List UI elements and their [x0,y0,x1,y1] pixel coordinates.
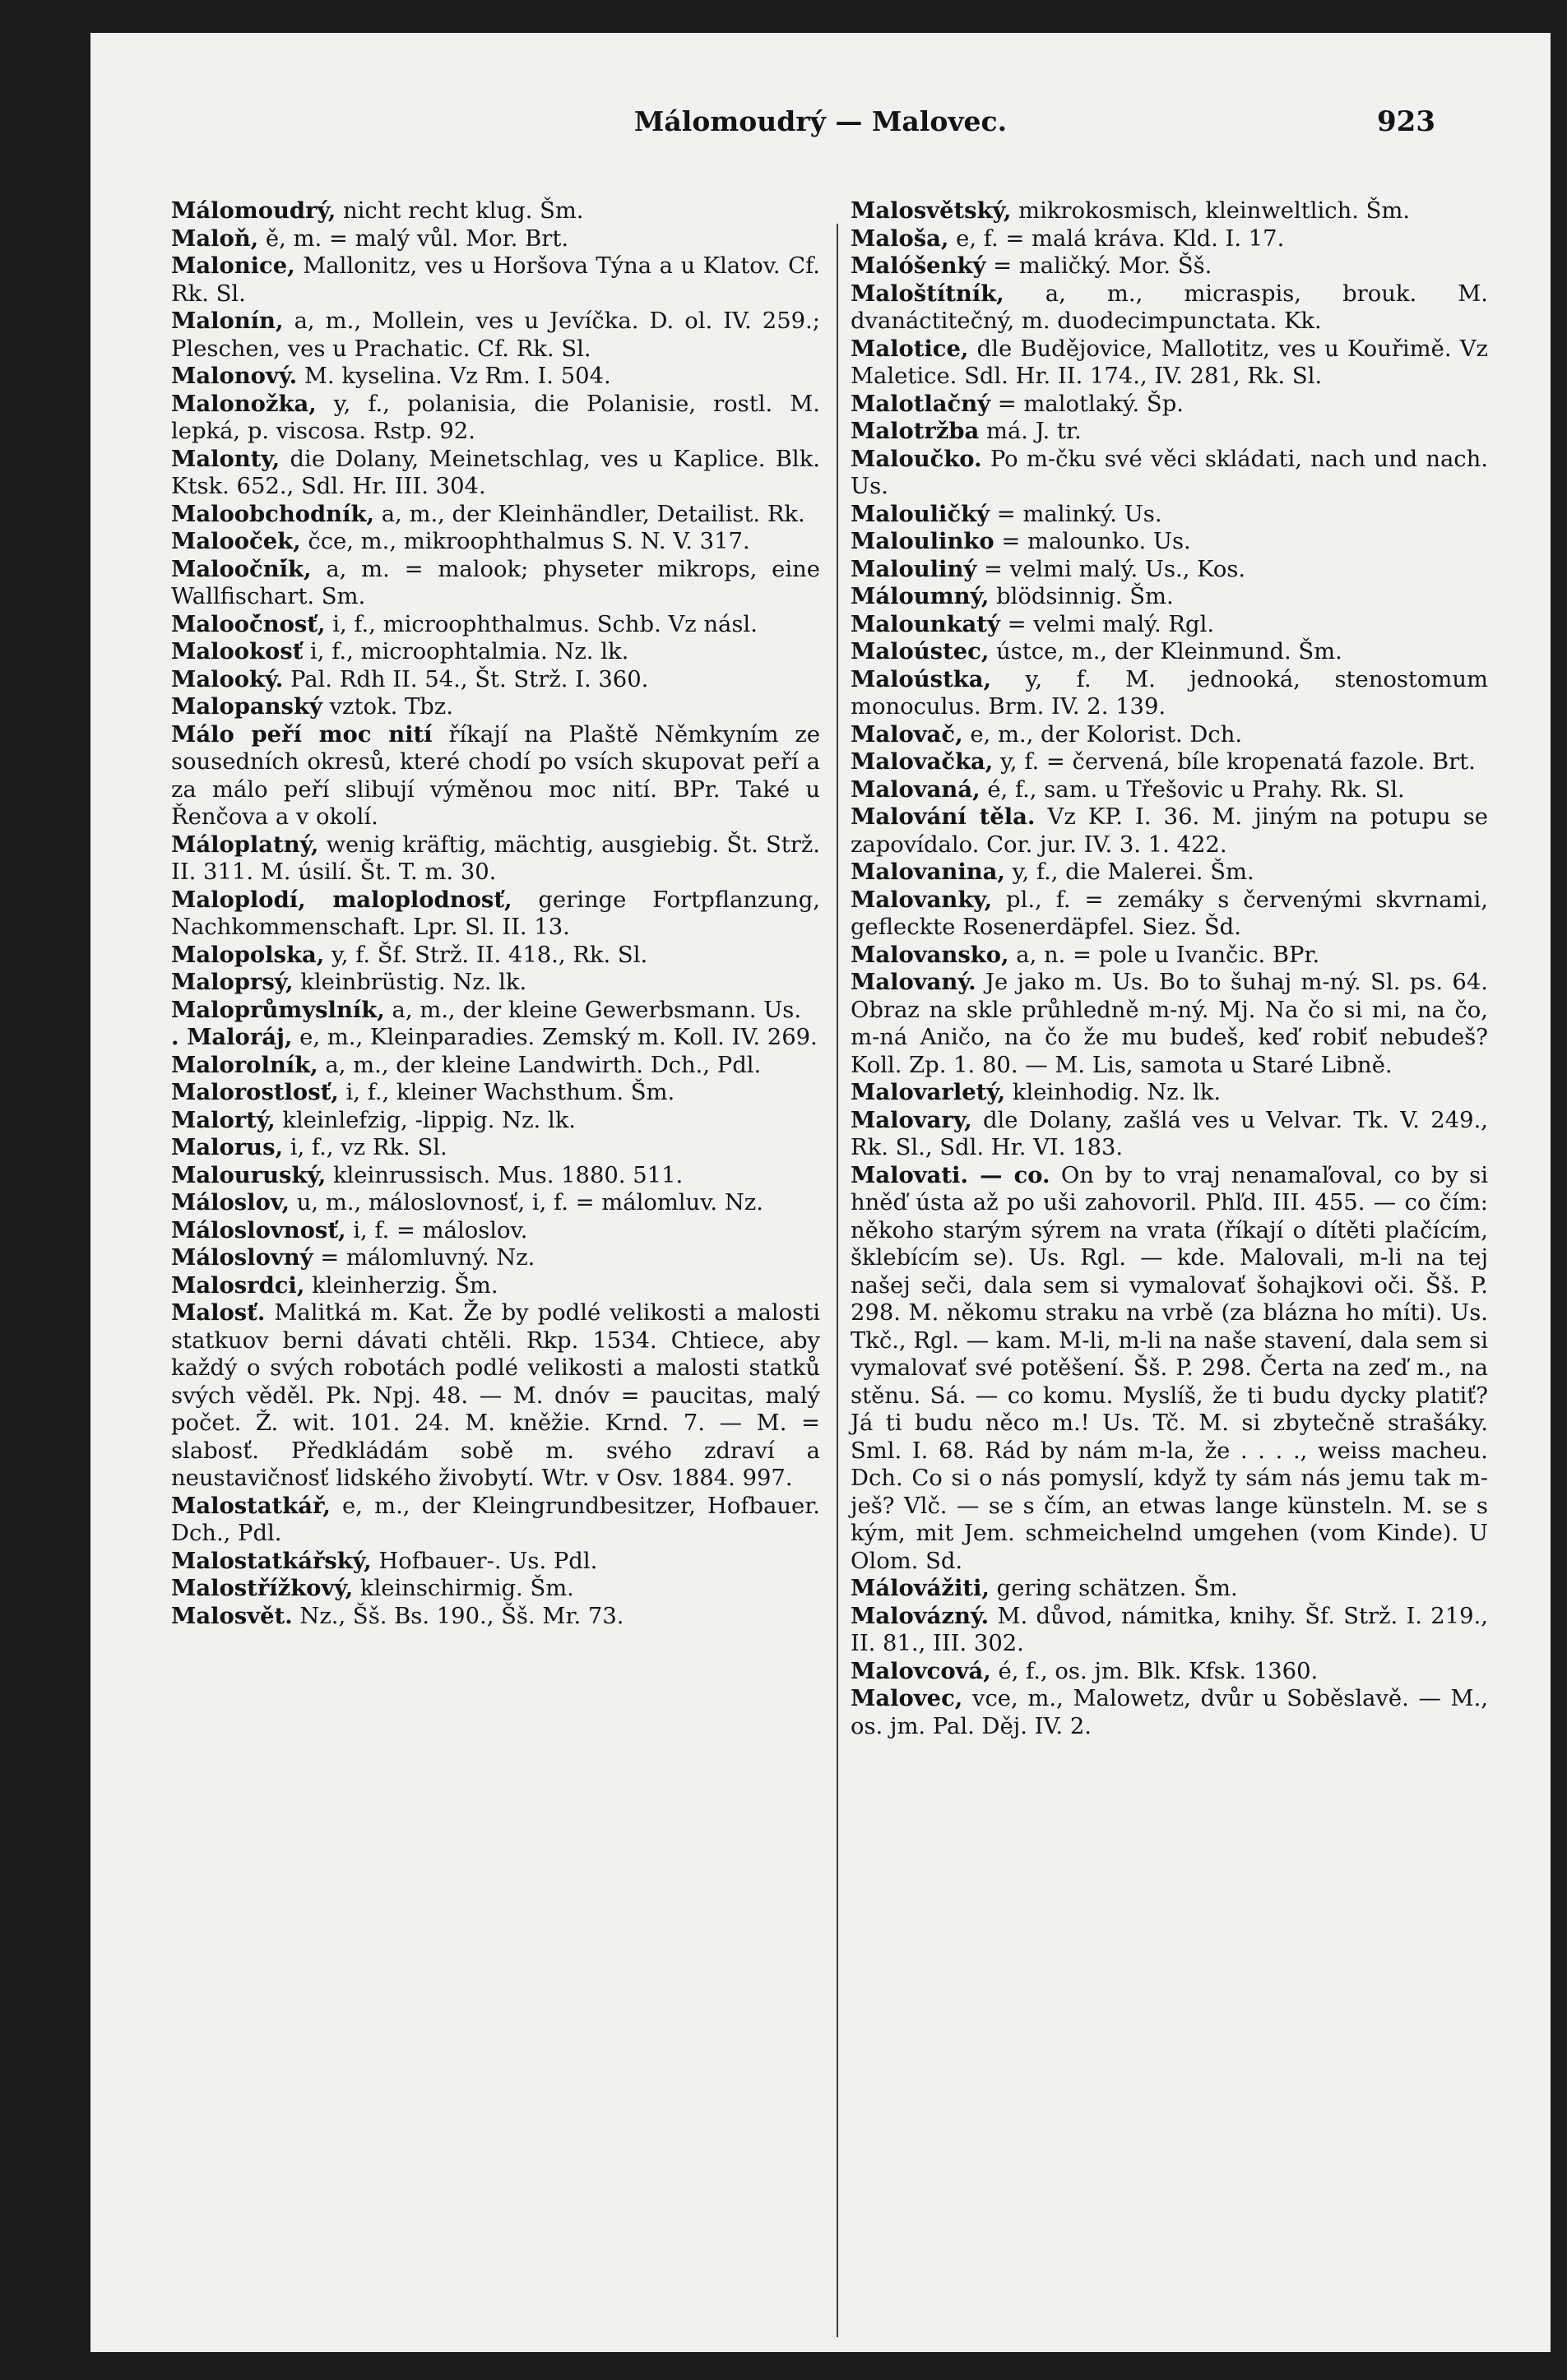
entry-headword: Malorus, [171,1134,284,1160]
entry-definition: kleinrussisch. Mus. 1880. 511. [326,1162,684,1188]
entry-definition: i, f., vz Rk. Sl. [283,1135,447,1160]
running-title: Málomoudrý — Malovec. [633,105,1008,137]
dictionary-entry [851,1575,1488,1603]
entry-headword: Malonín, [171,308,284,334]
entry-headword: Malonový. [171,363,298,389]
dictionary-entry [851,1685,1488,1740]
dictionary-entry [851,418,1488,446]
entry-headword: Maloobchodník, [171,500,375,527]
entry-definition: i, f. = máloslov. [345,1217,528,1243]
dictionary-entry [851,583,1488,611]
dictionary-entry [171,942,820,970]
dictionary-entry [171,391,820,446]
entry-headword: Malovary, [851,1106,972,1133]
entry-definition: = malotlaký. Šp. [990,391,1184,417]
entry-headword: Malorostlosť, [171,1079,339,1105]
entry-definition: On by to vraj nenamaľoval, co by si hněď ústa až po uši zahovoril. Phľd. III. 455. — co čím: někoho starým sýrem na vrata (říkají o dítěti plačícím, šklebícím se). Us. Rgl. — kde. Malovali, m-li na tej našej seči, dala sem si vymalovať šohajkovi oči. Šš. P. 298. M. někomu straku na vrbě (za blázna ho míti). Us. Tkč., Rgl. — kam. M-li, m-li na naše stavení, dala sem si vymalovať své potěšení. Šš. P. 298. Čerta na zeď m., na stěnu. Sá. — co komu. Myslíš, že ti budu dycky platiť? Já ti budu něco m.! Us. Tč. M. si zbytečně strašáky. Sml. I. 68. Rád by nám m-la, že . . . ., weiss macheu. Dch. Co si o nás pomyslí, když ty sám nás jemu tak m-ješ? Vlč. — se s čím, an etwas lange künsteln. M. se s kým, mit Jem. schmeichelnd umgehen (vom Kinde). U Olom. Sd. [851,1162,1488,1574]
entry-headword: Malosvětský, [851,197,1012,224]
entry-definition: vztok. Tbz. [322,694,453,720]
entry-definition: Nz., Šš. Bs. 190., Šš. Mr. 73. [292,1603,624,1629]
entry-definition: = málomluvný. Nz. [313,1245,535,1271]
dictionary-entry [851,969,1488,1079]
entry-definition: a, m., Mollein, ves u Jevíčka. D. ol. IV. 259.; Pleschen, ves u Prachatic. Cf. Rk. Sl. [171,308,820,362]
dictionary-entry [851,721,1488,749]
entry-headword: Malovanina, [851,859,1005,885]
entry-definition: ústce, m., der Kleinmund. Šm. [989,639,1342,664]
entry-headword: Maloštítník, [851,280,1004,307]
entry-definition: die Dolany, Meinetschlag, ves u Kaplice. Blk. Ktsk. 652., Sdl. Hr. III. 304. [171,446,820,499]
dictionary-entry [171,446,820,501]
dictionary-entry [171,1162,820,1190]
dictionary-entry [171,501,820,529]
dictionary-entry [851,252,1488,280]
entry-headword: Malovarletý, [851,1079,1006,1105]
page-number: 923 [1377,105,1435,138]
dictionary-entry [171,1217,820,1245]
entry-definition: Pal. Rdh II. 54., Št. Strž. I. 360. [283,666,649,692]
dictionary-entry [851,391,1488,419]
entry-definition: u, m., máloslovnosť, i, f. = málomluv. Nz. [290,1190,763,1215]
entry-headword: Malouličký [851,500,990,527]
entry-definition: kleinschirmig. Šm. [353,1576,574,1601]
dictionary-entry [171,1244,820,1272]
entry-headword: Máloplatný, [171,831,319,858]
entry-headword: Máloslov, [171,1189,290,1215]
entry-headword: Malovec, [851,1685,963,1711]
dictionary-entry [851,942,1488,970]
entry-headword: Maloplodí, maloplodnosť, [171,886,512,913]
entry-headword: Malopolska, [171,941,325,968]
dictionary-entry [171,1299,820,1493]
dictionary-entry [851,556,1488,584]
dictionary-entry [171,1575,820,1603]
entry-definition: y, f. Šf. Strž. II. 418., Rk. Sl. [324,942,648,968]
entry-definition: a, m., der Kleinhändler, Detailist. Rk. [374,501,805,527]
entry-definition: dle Budějovice, Mallotitz, ves u Kouřimě. Vz Maletice. Sdl. Hr. II. 174., IV. 281, Rk. Sl. [851,336,1488,389]
dictionary-entry [171,252,820,308]
dictionary-entry [171,693,820,721]
entry-definition: kleinhodig. Nz. lk. [1005,1080,1222,1105]
entry-headword: Malooční̇k, [171,555,312,582]
entry-headword: Malortý, [171,1106,276,1133]
dictionary-entry [171,363,820,391]
entry-headword: Málomoudrý, [171,197,336,224]
entry-definition: kleinbrüstig. Nz. lk. [293,970,527,995]
entry-definition: y, f. = červená, bíle kropenatá fazole. Brt. [993,749,1476,775]
entry-definition: má. J. tr. [979,419,1082,444]
entry-definition: e, m., Kleinparadies. Zemský m. Koll. IV. 269. [292,1025,818,1050]
dictionary-entry [171,225,820,253]
dictionary-entry [171,308,820,363]
dictionary-entry [851,197,1488,225]
entry-headword: Malotržba [851,418,980,444]
entry-headword: Malounkatý [851,610,1000,637]
entry-definition: é, f., sam. u Třešovic u Prahy. Rk. Sl. [980,776,1405,803]
entry-definition: Vz KP. I. 36. M. jiným na potupu se zapovídalo. Cor. jur. IV. 3. 1. 422. [851,804,1488,858]
entry-definition: i, f., microophtalmia. Nz. lk. [303,639,629,664]
entry-definition: čce, m., mikroophthalmus S. N. V. 317. [300,529,750,554]
entry-headword: Malovati. — co. [851,1161,1050,1188]
dictionary-entry [171,1024,820,1052]
entry-headword: Malotice, [851,335,969,362]
dictionary-entry [171,1189,820,1217]
entry-definition: y, f. M. jednooká, stenostomum monoculus. Brm. IV. 2. 139. [851,666,1488,720]
entry-headword: Malotlačný [851,390,991,417]
entry-definition: wenig kräftig, mächtig, ausgiebig. Št. Strž. II. 311. M. úsilí. Št. T. m. 30. [171,831,820,885]
entry-headword: Maloučko. [851,445,982,472]
entry-headword: Malouliný [851,555,977,582]
entry-headword: Maloša, [851,225,949,252]
dictionary-entry [171,1603,820,1631]
entry-definition: = velmi malý. Rgl. [999,611,1215,637]
entry-definition: a, m. = malook; physeter mikrops, eine Wallfischart. Sm. [171,556,820,609]
page-header [90,105,1551,155]
entry-headword: Malovcová, [851,1657,991,1684]
dictionary-entry [851,1107,1488,1162]
entry-headword: Malooček, [171,528,301,554]
dictionary-entry [851,748,1488,776]
entry-definition: a, n. = pole u Ivančic. BPr. [1008,942,1320,968]
dictionary-entry [851,1162,1488,1576]
column-divider [837,224,838,2337]
entry-definition: Je jako m. Us. Bo to šuhaj m-ný. Sl. ps. 64. Obraz na skle průhledně m-ný. Mj. Na čo si mi, na čo, m-ná Aničo, na čo že mu budeš, keď robiť nebudeš? Koll. Zp. 1. 80. — M. Lis, samota u Staré Libně. [851,970,1488,1078]
entry-headword: Malovázný. [851,1602,990,1629]
entry-definition: kleinlefzig, -lippig. Nz. lk. [275,1107,577,1133]
dictionary-entry [851,528,1488,556]
entry-definition: Hofbauer-. Us. Pdl. [371,1548,598,1574]
entry-definition: Mallonitz, ves u Horšova Týna a u Klatov. Cf. Rk. Sl. [171,253,820,307]
dictionary-entry [171,556,820,611]
entry-headword: Maloprsý, [171,969,294,995]
entry-definition: ě, m. = malý vůl. Mor. Brt. [258,225,569,252]
entry-definition: a, m., der kleine Landwirth. Dch., Pdl. [318,1052,762,1078]
dictionary-entry [851,666,1488,721]
dictionary-entry [851,859,1488,887]
dictionary-entry [851,1603,1488,1658]
entry-definition: geringe Fortpflanzung, Nachkommenschaft. Lpr. Sl. II. 13. [171,887,820,940]
entry-definition: y, f., die Malerei. Šm. [1004,859,1254,885]
entry-headword: Málovážiti, [851,1575,990,1601]
entry-headword: Maloň, [171,225,259,252]
left-column [171,197,820,1630]
entry-definition: vce, m., Malowetz, dvůr u Soběslavě. — M., os. jm. Pal. Děj. IV. 2. [851,1686,1488,1739]
dictionary-entry [171,528,820,556]
entry-definition: pl., f. = zemáky s červenými skvrnami, gefleckte Rosenerdäpfel. Siez. Šd. [851,887,1488,940]
dictionary-entry [851,280,1488,336]
entry-headword: Máloslovný [171,1244,313,1271]
entry-headword: . Maloráj, [171,1024,293,1050]
dictionary-entry [851,887,1488,942]
entry-headword: Malovanky, [851,886,993,913]
entry-headword: Malóšenký [851,252,986,279]
entry-headword: Malostatkář, [171,1492,331,1519]
entry-headword: Malosrdci, [171,1271,305,1299]
entry-definition: kleinherzig. Šm. [304,1272,498,1299]
dictionary-entry [171,1548,820,1576]
dictionary-entry [851,611,1488,639]
entry-definition: dle Dolany, zašlá ves u Velvar. Tk. V. 249., Rk. Sl., Sdl. Hr. VI. 183. [851,1107,1488,1160]
entry-definition: Po m-čku své věci skládati, nach und nach. Us. [851,446,1488,499]
entry-definition: a, m., micraspis, brouk. M. dvanáctitečný, m. duodecimpunctata. Kk. [851,280,1488,334]
entry-definition: = malinký. Us. [990,501,1162,527]
dictionary-entry [851,776,1488,804]
entry-definition: mikrokosmisch, kleinweltlich. Šm. [1011,198,1411,224]
entry-headword: Malouruský, [171,1161,327,1188]
entry-headword: Maloústka, [851,665,991,692]
dictionary-entry [851,638,1488,666]
dictionary-entry [171,831,820,887]
dictionary-entry [171,997,820,1025]
entry-definition: y, f., polanisia, die Polanisie, rostl. M. lepká, p. viscosa. Rstp. 92. [171,391,820,444]
entry-definition: i, f., kleiner Wachsthum. Šm. [338,1080,675,1105]
entry-definition: é, f., os. jm. Blk. Kfsk. 1360. [990,1658,1319,1684]
entry-headword: Malonožka, [171,390,317,417]
dictionary-entry [171,887,820,942]
entry-definition: M. důvod, námitka, knihy. Šf. Strž. I. 219., II. 81., III. 302. [851,1603,1488,1656]
entry-definition: blödsinnig. Šm. [989,584,1174,609]
dictionary-entry [171,1107,820,1135]
entry-headword: Málo peří moc nití [171,720,433,748]
entry-headword: Maloprůmyslník, [171,996,385,1023]
right-column [851,197,1488,1740]
dictionary-entry [171,721,820,831]
entry-headword: Malovaná, [851,776,981,803]
dictionary-entry [171,197,820,225]
entry-headword: Malovačka, [851,748,994,775]
dictionary-entry [851,446,1488,501]
entry-headword: Malonice, [171,252,295,279]
entry-headword: Malopanský [171,693,322,720]
entry-definition: nicht recht klug. Šm. [336,198,584,224]
entry-headword: Malovač, [851,720,963,748]
entry-headword: Máloumný, [851,583,990,609]
entry-definition: = maličký. Mor. Šš. [985,253,1212,279]
entry-headword: Malonty, [171,445,280,472]
dictionary-page [90,33,1551,2352]
entry-headword: Malosť. [171,1299,266,1326]
entry-headword: Malookosť [171,638,304,664]
entry-headword: Malovansko, [851,941,1009,968]
dictionary-entry [851,501,1488,529]
entry-definition: e, m., der Kleingrundbesitzer, Hofbauer. Dch., Pdl. [171,1493,820,1546]
entry-definition: = velmi malý. Us., Kos. [976,556,1246,582]
entry-definition: gering schätzen. Šm. [989,1576,1238,1601]
entry-headword: Malovaný. [851,969,976,995]
entry-definition: e, m., der Kolorist. Dch. [962,721,1243,748]
entry-definition: i, f., microophthalmus. Schb. Vz násl. [325,611,758,637]
dictionary-entry [171,1493,820,1548]
entry-headword: Malooč̇nosť, [171,610,326,637]
dictionary-entry [851,336,1488,391]
dictionary-entry [171,611,820,639]
entry-definition: = malounko. Us. [994,529,1191,554]
entry-headword: Malostatkářský, [171,1547,372,1574]
entry-headword: Malooký. [171,665,284,692]
entry-definition: Malitká m. Kat. Že by podlé velikosti a malosti statkuov berni dávati chtěli. Rkp. 1534. Chtiece, aby každý o svých robotách podlé velikosti a malosti statků svých věděl. Pk. Npj. 48. — M. dnóv = paucitas, malý počet. Ž. wit. 101. 24. M. kněžie. Krnd. 7. — M. = slabosť. Předkládám sobě m. svého zdraví a neustavičnosť lidského živobytí. Wtr. v Osv. 1884. 997. [171,1300,820,1491]
entry-headword: Malorolník, [171,1051,318,1078]
entry-headword: Malování těla. [851,803,1036,830]
entry-definition: M. kyselina. Vz Rm. I. 504. [297,363,611,389]
entry-definition: e, f. = malá kráva. Kld. I. 17. [948,225,1285,252]
dictionary-entry [851,1658,1488,1686]
entry-headword: Malosvět. [171,1602,293,1629]
entry-definition: říkají na Plaště Němkyním ze sousedních okresů, které chodí po vsích skupovat peří a za málo peří slibují výměnou moc nití. BPr. Také u Řenčova a v okolí. [171,721,820,830]
dictionary-entry [171,1052,820,1080]
dictionary-entry [851,1079,1488,1107]
dictionary-entry [851,803,1488,859]
dictionary-entry [171,666,820,694]
entry-headword: Máloslovnosť, [171,1216,346,1243]
dictionary-entry [171,969,820,997]
dictionary-entry [171,1272,820,1300]
dictionary-entry [171,1079,820,1107]
entry-headword: Maloústec, [851,638,990,664]
dictionary-entry [171,1134,820,1162]
entry-headword: Malostřížkový, [171,1575,354,1601]
dictionary-entry [851,225,1488,253]
entry-definition: a, m., der kleine Gewerbsmann. Us. [384,997,802,1023]
dictionary-entry [171,638,820,666]
entry-headword: Maloulinko [851,528,994,554]
